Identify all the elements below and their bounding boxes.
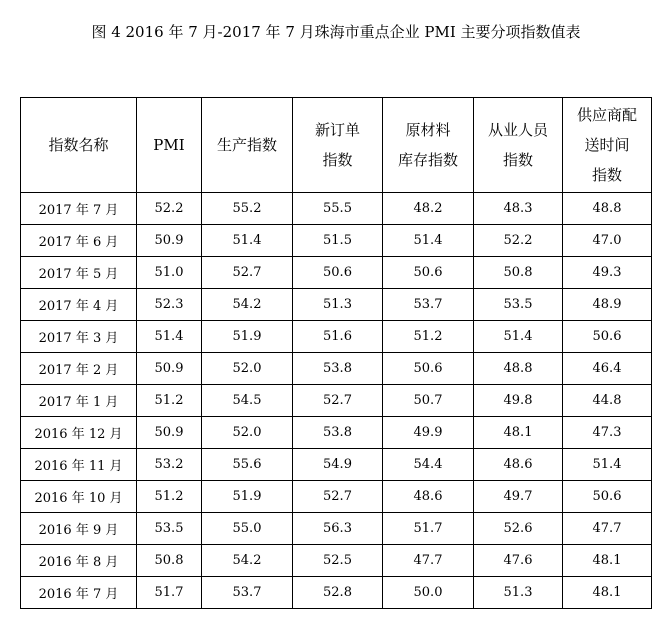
value-cell: 53.7 [202, 577, 293, 609]
value-cell: 53.5 [474, 289, 563, 321]
value-cell: 48.6 [383, 481, 474, 513]
value-cell: 54.2 [202, 545, 293, 577]
value-cell: 51.7 [383, 513, 474, 545]
value-cell: 52.2 [474, 225, 563, 257]
value-cell: 54.9 [293, 449, 383, 481]
value-cell: 50.8 [137, 545, 202, 577]
value-cell: 50.6 [563, 481, 652, 513]
table-row [21, 577, 652, 609]
value-cell: 49.7 [474, 481, 563, 513]
value-cell: 47.0 [563, 225, 652, 257]
value-cell: 46.4 [563, 353, 652, 385]
header-line: PMI [153, 136, 185, 154]
value-cell: 50.9 [137, 417, 202, 449]
value-cell: 54.2 [202, 289, 293, 321]
value-cell: 48.1 [563, 577, 652, 609]
table-row [21, 545, 652, 577]
value-cell: 50.6 [293, 257, 383, 289]
header-line: 指数 [502, 151, 533, 169]
value-cell: 53.8 [293, 353, 383, 385]
value-cell: 50.6 [383, 353, 474, 385]
header-raw-material-inventory [383, 98, 474, 193]
value-cell: 50.6 [563, 321, 652, 353]
value-cell: 51.3 [293, 289, 383, 321]
table-title: 图 4 2016 年 7 月-2017 年 7 月珠海市重点企业 PMI 主要分项指数值表 [91, 23, 581, 41]
value-cell: 52.5 [293, 545, 383, 577]
value-cell: 48.9 [563, 289, 652, 321]
row-label-cell: 2016 年 11 月 [21, 449, 137, 481]
row-label-cell: 2017 年 6 月 [21, 225, 137, 257]
row-label-cell: 2016 年 9 月 [21, 513, 137, 545]
value-cell: 52.8 [293, 577, 383, 609]
value-cell: 51.4 [383, 225, 474, 257]
header-line: 从业人员 [487, 121, 548, 139]
table-row [21, 353, 652, 385]
value-cell: 52.0 [202, 353, 293, 385]
value-cell: 51.9 [202, 481, 293, 513]
row-label-cell: 2017 年 4 月 [21, 289, 137, 321]
value-cell: 48.6 [474, 449, 563, 481]
value-cell: 47.6 [474, 545, 563, 577]
header-line: 生产指数 [216, 136, 277, 154]
table-body [21, 193, 652, 609]
table-row [21, 417, 652, 449]
header-line: 指数 [322, 151, 353, 169]
value-cell: 56.3 [293, 513, 383, 545]
table-row [21, 449, 652, 481]
value-cell: 54.5 [202, 385, 293, 417]
value-cell: 51.5 [293, 225, 383, 257]
row-label-cell: 2017 年 1 月 [21, 385, 137, 417]
table-row [21, 289, 652, 321]
value-cell: 47.7 [563, 513, 652, 545]
value-cell: 53.2 [137, 449, 202, 481]
header-new-orders [293, 98, 383, 193]
value-cell: 51.4 [563, 449, 652, 481]
value-cell: 51.2 [383, 321, 474, 353]
value-cell: 52.0 [202, 417, 293, 449]
value-cell: 51.2 [137, 481, 202, 513]
header-pmi [137, 98, 202, 193]
table-row [21, 321, 652, 353]
value-cell: 51.4 [474, 321, 563, 353]
value-cell: 51.3 [474, 577, 563, 609]
table-row [21, 513, 652, 545]
row-label-cell: 2017 年 2 月 [21, 353, 137, 385]
value-cell: 50.6 [383, 257, 474, 289]
header-supplier-delivery-time [563, 98, 652, 193]
table-row [21, 193, 652, 225]
value-cell: 53.5 [137, 513, 202, 545]
value-cell: 52.7 [293, 385, 383, 417]
value-cell: 51.4 [137, 321, 202, 353]
value-cell: 51.7 [137, 577, 202, 609]
value-cell: 50.0 [383, 577, 474, 609]
header-index-name [21, 98, 137, 193]
value-cell: 47.3 [563, 417, 652, 449]
value-cell: 44.8 [563, 385, 652, 417]
value-cell: 47.7 [383, 545, 474, 577]
value-cell: 48.3 [474, 193, 563, 225]
table-row [21, 385, 652, 417]
row-label-cell: 2017 年 3 月 [21, 321, 137, 353]
value-cell: 51.6 [293, 321, 383, 353]
header-line: 供应商配 [576, 106, 637, 124]
value-cell: 48.8 [563, 193, 652, 225]
value-cell: 48.1 [474, 417, 563, 449]
row-label-cell: 2016 年 7 月 [21, 577, 137, 609]
table-header [21, 98, 652, 193]
header-line: 新订单 [314, 121, 360, 139]
value-cell: 50.9 [137, 225, 202, 257]
value-cell: 54.4 [383, 449, 474, 481]
row-label-cell: 2017 年 7 月 [21, 193, 137, 225]
header-line: 指数 [591, 166, 622, 184]
row-label-cell: 2016 年 12 月 [21, 417, 137, 449]
value-cell: 49.9 [383, 417, 474, 449]
value-cell: 49.3 [563, 257, 652, 289]
value-cell: 52.7 [293, 481, 383, 513]
value-cell: 52.7 [202, 257, 293, 289]
value-cell: 55.6 [202, 449, 293, 481]
value-cell: 48.1 [563, 545, 652, 577]
table-row [21, 257, 652, 289]
value-cell: 51.2 [137, 385, 202, 417]
value-cell: 49.8 [474, 385, 563, 417]
value-cell: 53.8 [293, 417, 383, 449]
value-cell: 53.7 [383, 289, 474, 321]
value-cell: 51.4 [202, 225, 293, 257]
value-cell: 48.2 [383, 193, 474, 225]
header-line: 指数名称 [48, 136, 109, 154]
row-label-cell: 2017 年 5 月 [21, 257, 137, 289]
value-cell: 52.2 [137, 193, 202, 225]
table-row [21, 481, 652, 513]
table-row [21, 225, 652, 257]
value-cell: 55.2 [202, 193, 293, 225]
pmi-table [20, 97, 652, 609]
header-line: 原材料 [405, 121, 451, 139]
header-line: 库存指数 [397, 151, 458, 169]
header-line: 送时间 [584, 136, 630, 154]
value-cell: 55.0 [202, 513, 293, 545]
row-label-cell: 2016 年 10 月 [21, 481, 137, 513]
header-production [202, 98, 293, 193]
value-cell: 50.9 [137, 353, 202, 385]
value-cell: 55.5 [293, 193, 383, 225]
value-cell: 51.0 [137, 257, 202, 289]
header-row [21, 98, 652, 193]
value-cell: 51.9 [202, 321, 293, 353]
value-cell: 52.6 [474, 513, 563, 545]
value-cell: 52.3 [137, 289, 202, 321]
value-cell: 50.7 [383, 385, 474, 417]
value-cell: 50.8 [474, 257, 563, 289]
header-employment [474, 98, 563, 193]
row-label-cell: 2016 年 8 月 [21, 545, 137, 577]
value-cell: 48.8 [474, 353, 563, 385]
